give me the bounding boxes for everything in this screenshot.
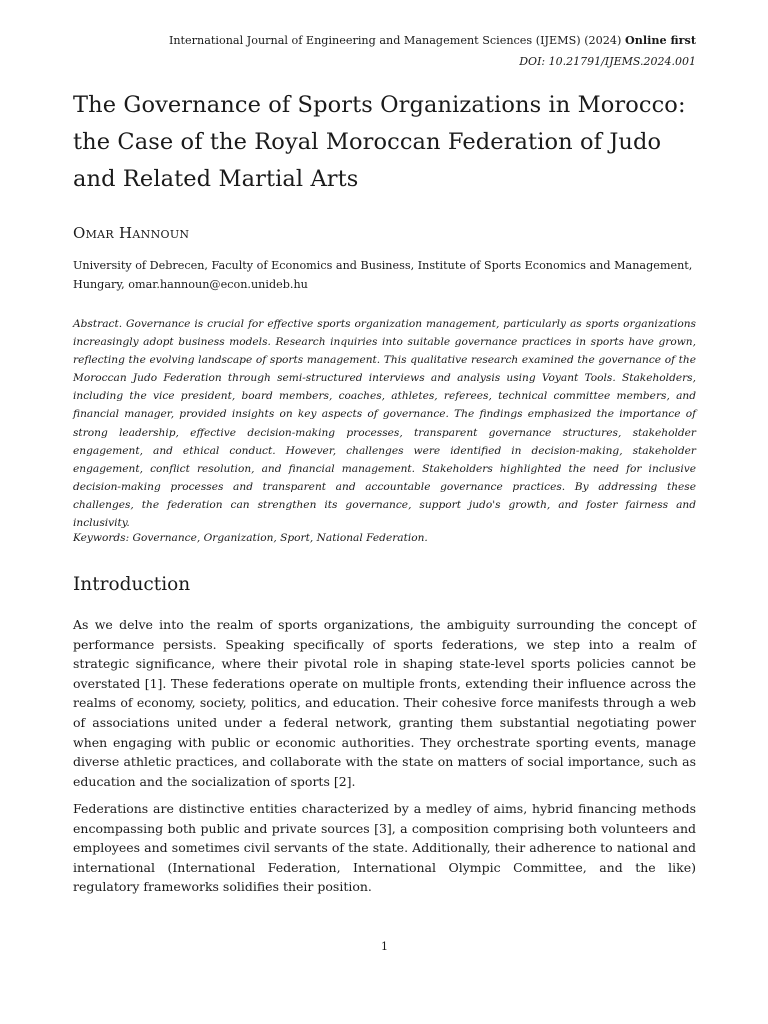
article-title: The Governance of Sports Organizations in Morocco: the Case of the Royal Moroccan Federation of Judo and Related Martial Arts	[73, 92, 686, 192]
online-first-label: Online first	[624, 33, 696, 47]
intro-paragraph: Federations are distinctive entities characterized by a medley of aims, hybrid financing methods encompassing both public and private sources [3], a composition comprising both volunteers and employees and sometimes civil servants of the state. Additionally, their adherence to national and international (International Federation, International Olympic Committee, and the like) regulatory frameworks solidifies their position.	[73, 801, 696, 895]
page-number: 1	[381, 940, 388, 953]
section-heading-introduction: Introduction	[73, 574, 191, 595]
keywords: Keywords: Governance, Organization, Sport, National Federation.	[73, 532, 428, 544]
journal-name: International Journal of Engineering and Management Sciences (IJEMS) (2024)	[168, 34, 622, 47]
doi-link[interactable]: DOI: 10.21791/IJEMS.2024.001	[519, 55, 696, 68]
author-name: Omar Hannoun	[73, 224, 190, 242]
abstract: Abstract. Governance is crucial for effective sports organization management, particularly as sports organizations increasingly adopt business models. Research inquiries into suitable governance practices in sports have grown, reflecting the evolving landscape of sports management. This qualitative research examined the governance of the Moroccan Judo Federation through semi-structured interviews and analysis using Voyant Tools. Stakeholders, including the vice president, board members, coaches, athletes, referees, technical committee members, and financial manager, provided insights on key aspects of governance. The findings emphasized the importance of strong leadership, effective decision-making processes, transparent governance structures, stakeholder engagement, and ethical conduct. However, challenges were identified in decision-making, stakeholder engagement, conflict resolution, and financial management. Stakeholders highlighted the need for inclusive decision-making processes and transparent and accountable governance practices. By addressing these challenges, the federation can strengthen its governance, support judo's growth, and foster fairness and inclusivity.	[73, 318, 696, 530]
paper-page	[73, 0, 696, 1024]
intro-paragraph: As we delve into the realm of sports organizations, the ambiguity surrounding the concept of performance persists. Speaking specifically of sports federations, we step into a realm of strategic significance, where their pivotal role in shaping state-level sports policies cannot be overstated [1]. These federations operate on multiple fronts, extending their influence across the realms of economy, society, politics, and education. Their cohesive force manifests through a web of associations united under a federal network, granting them substantial negotiating power when engaging with public or economic authorities. They orchestrate sporting events, manage diverse athletic practices, and collaborate with the state on matters of social importance, such as education and the socialization of sports [2].	[73, 617, 696, 789]
journal-header	[169, 33, 696, 47]
author-affiliation: University of Debrecen, Faculty of Economics and Business, Institute of Sports Economics and Management, Hungary, omar.hannoun@econ.unideb.hu	[73, 259, 693, 291]
